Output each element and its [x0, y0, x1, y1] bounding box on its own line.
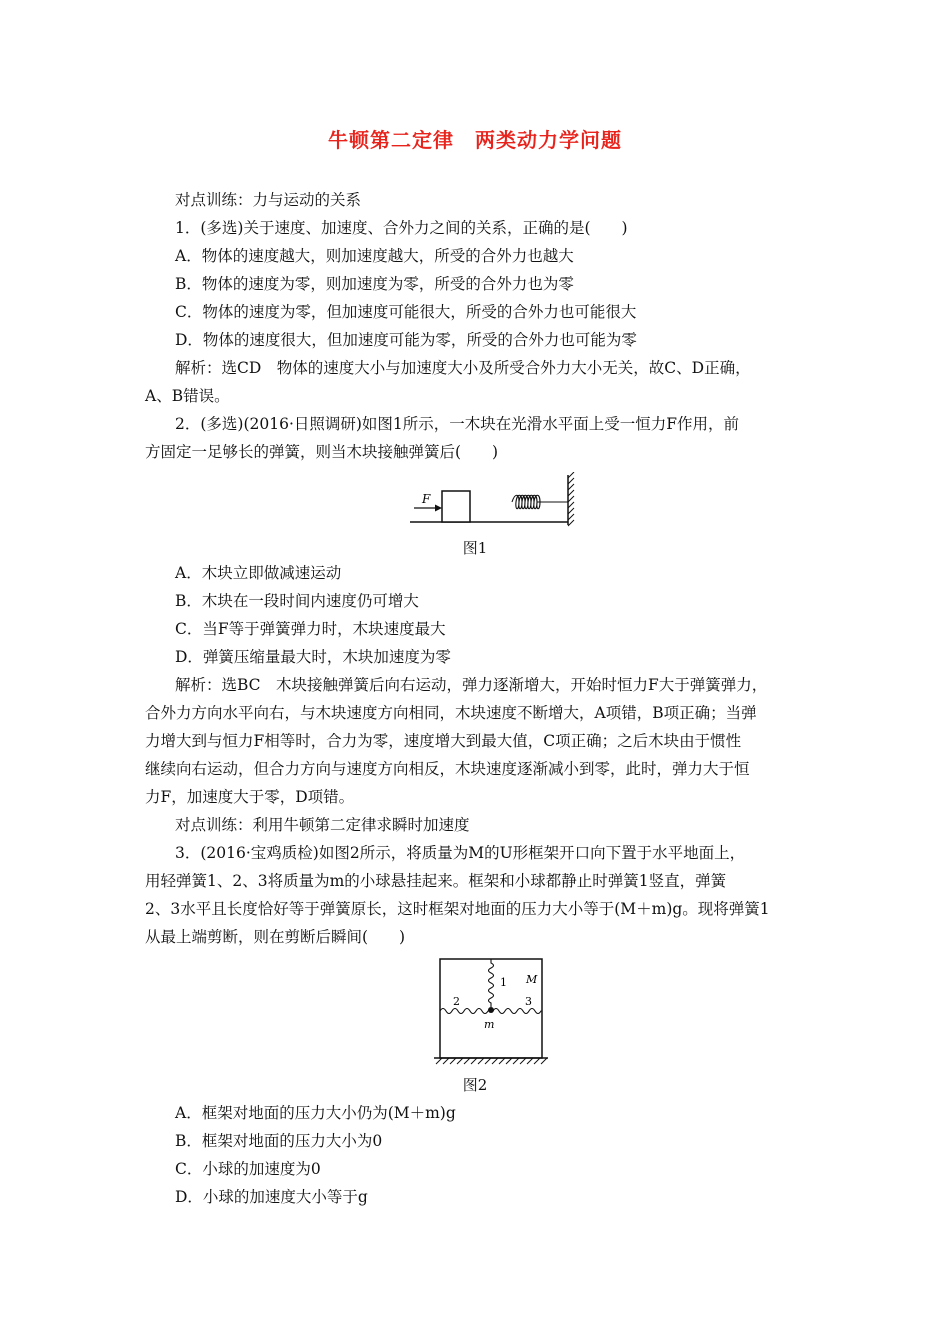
question-2-analysis: 力增大到与恒力F相等时，合力为零，速度增大到最大值，C项正确；之后木块由于惯性 [145, 732, 742, 750]
question-2-analysis: 继续向右运动，但合力方向与速度方向相反，木块速度逐渐减小到零，此时，弹力大于恒 [145, 760, 750, 778]
question-2-option-c: C．当F等于弹簧弹力时，木块速度最大 [175, 620, 446, 638]
section-heading: 对点训练：利用牛顿第二定律求瞬时加速度 [175, 816, 470, 834]
frame-mass-label: M [526, 973, 538, 986]
question-1-analysis: A、B错误。 [145, 387, 230, 405]
question-1-stem: 1．(多选)关于速度、加速度、合外力之间的关系，正确的是( ) [175, 219, 628, 237]
question-2-analysis: 力F，加速度大于零，D项错。 [145, 788, 355, 806]
ball-mass-label: m [484, 1018, 495, 1031]
question-3-option-b: B．框架对地面的压力大小为0 [175, 1132, 383, 1150]
question-2-analysis: 解析：选BC 木块接触弹簧后向右运动，弹力逐渐增大，开始时恒力F大于弹簧弹力， [175, 676, 768, 694]
figure-1-caption: 图1 [462, 539, 488, 557]
question-3-stem: 2、3水平且长度恰好等于弹簧原长，这时框架对地面的压力大小等于(M＋m)g。现将弹簧1 [145, 900, 770, 918]
question-2-stem: 方固定一足够长的弹簧，则当木块接触弹簧后( ) [145, 443, 499, 461]
question-2-option-b: B．木块在一段时间内速度仍可增大 [175, 592, 419, 610]
question-1-option-a: A．物体的速度越大，则加速度越大，所受的合外力也越大 [175, 247, 574, 265]
figure-1-block-spring [400, 472, 580, 528]
force-label: F [422, 492, 431, 506]
figure-2-caption: 图2 [462, 1076, 488, 1094]
page-title: 牛顿第二定律 两类动力学问题 [328, 128, 622, 152]
spring-2-label: 2 [453, 995, 460, 1008]
question-1-option-d: D．物体的速度很大，但加速度可能为零，所受的合外力也可能为零 [175, 331, 637, 349]
question-1-option-c: C．物体的速度为零，但加速度可能很大，所受的合外力也可能很大 [175, 303, 637, 321]
question-2-option-a: A．木块立即做减速运动 [175, 564, 342, 582]
question-3-stem: 3．(2016·宝鸡质检)如图2所示，将质量为M的U形框架开口向下置于水平地面上， [175, 844, 746, 862]
question-2-analysis: 合外力方向水平向右，与木块速度方向相同，木块速度不断增大，A项错，B项正确；当弹 [145, 704, 757, 722]
question-3-option-a: A．框架对地面的压力大小仍为(M＋m)g [175, 1104, 456, 1122]
question-3-option-d: D．小球的加速度大小等于g [175, 1188, 368, 1206]
question-1-option-b: B．物体的速度为零，则加速度为零，所受的合外力也为零 [175, 275, 574, 293]
question-2-stem: 2．(多选)(2016·日照调研)如图1所示，一木块在光滑水平面上受一恒力F作用，前 [175, 415, 740, 433]
question-3-stem: 用轻弹簧1、2、3将质量为m的小球悬挂起来。框架和小球都静止时弹簧1竖直，弹簧 [145, 872, 727, 890]
question-1-analysis: 解析：选CD 物体的速度大小与加速度大小及所受合外力大小无关，故C、D正确， [175, 359, 751, 377]
question-3-stem: 从最上端剪断，则在剪断后瞬间( ) [145, 928, 406, 946]
spring-3-label: 3 [525, 995, 532, 1008]
figure-2-frame-springs [428, 955, 552, 1067]
question-2-option-d: D．弹簧压缩量最大时，木块加速度为零 [175, 648, 451, 666]
section-heading: 对点训练：力与运动的关系 [175, 191, 362, 209]
question-3-option-c: C．小球的加速度为0 [175, 1160, 321, 1178]
spring-1-label: 1 [500, 976, 507, 989]
